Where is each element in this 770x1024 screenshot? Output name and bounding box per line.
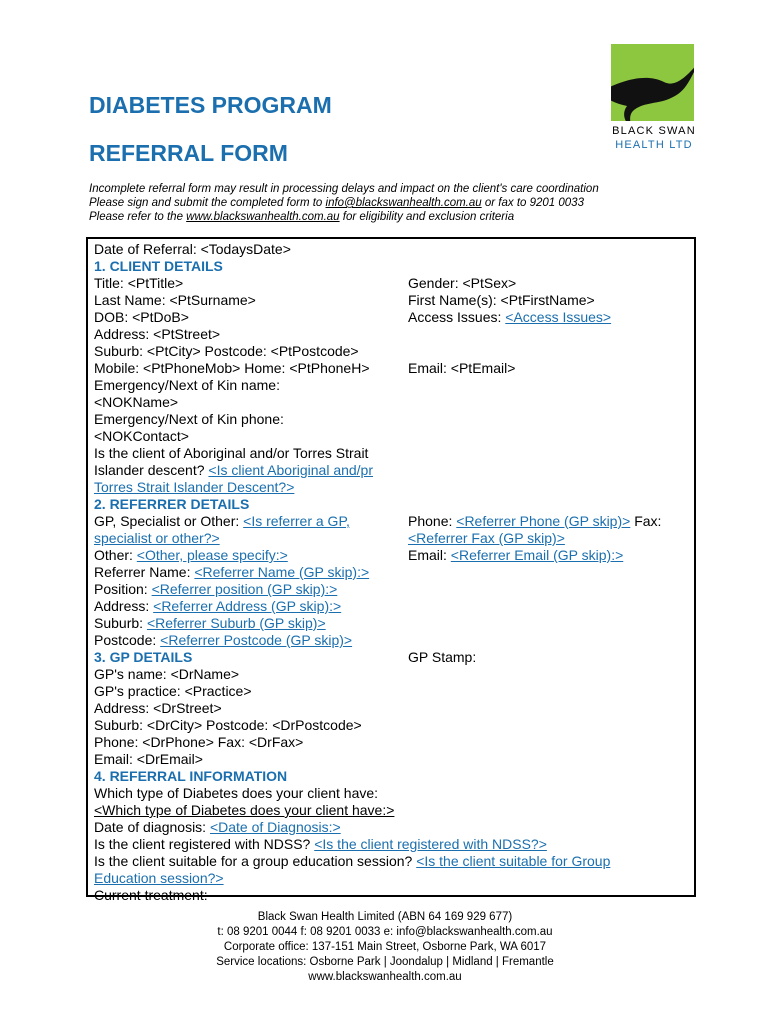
referrer-postcode-row (94, 632, 352, 649)
field-label: Referrer Name: (94, 564, 195, 580)
referrer-type-field[interactable]: <Is referrer a GP, (243, 513, 350, 529)
footer-contact: t: 08 9201 0044 f: 08 9201 0033 e: info@blackswanhealth.com.au (217, 926, 553, 938)
footer-website[interactable]: www.blackswanhealth.com.au (308, 971, 462, 983)
field-label: GP, Specialist or Other: (94, 513, 244, 529)
nok-name-label: Emergency/Next of Kin name: (94, 377, 280, 393)
field-label: Phone: (408, 513, 457, 529)
referrer-phone-field[interactable]: <Referrer Phone (GP skip)> (456, 513, 631, 529)
logo (611, 44, 694, 121)
ndss-field[interactable]: <Is the client registered with NDSS?> (314, 836, 547, 852)
referrer-type-field-cont[interactable]: specialist or other?> (94, 530, 220, 546)
gp-phone-field[interactable]: Phone: <DrPhone> Fax: <DrFax> (94, 734, 304, 750)
field-label: Fax: (630, 513, 662, 529)
client-last-name-field[interactable]: Last Name: <PtSurname> (94, 292, 256, 308)
nok-phone-field[interactable]: <NOKContact> (94, 428, 189, 444)
field-label: Suburb: (94, 615, 147, 631)
date-of-referral[interactable]: Date of Referral: <TodaysDate> (94, 241, 291, 257)
nok-name-field[interactable]: <NOKName> (94, 394, 179, 410)
client-access-issues (408, 309, 611, 326)
diabetes-type-question: Which type of Diabetes does your client have: (94, 785, 379, 801)
black-swan-icon (611, 52, 694, 121)
group-session-row (94, 853, 610, 870)
referrer-name-field[interactable]: <Referrer Name (GP skip):> (194, 564, 370, 580)
aboriginal-field[interactable]: <Is client Aboriginal and/pr (208, 462, 374, 478)
logo-line2: HEALTH LTD (615, 139, 693, 151)
page-subtitle: REFERRAL FORM (89, 140, 288, 166)
referrer-other-row (94, 547, 288, 564)
intro-text (89, 182, 599, 224)
section-client-details: 1. CLIENT DETAILS (94, 258, 223, 274)
referrer-suburb-field[interactable]: <Referrer Suburb (GP skip)> (146, 615, 326, 631)
referrer-fax-field[interactable]: <Referrer Fax (GP skip)> (408, 530, 565, 546)
client-title-field[interactable]: Title: <PtTitle> (94, 275, 184, 291)
gp-suburb-field[interactable]: Suburb: <DrCity> Postcode: <DrPostcode> (94, 717, 362, 733)
field-label: Is the client registered with NDSS? (94, 836, 315, 852)
page-title: DIABETES PROGRAM (89, 92, 332, 118)
logo-text (612, 124, 696, 152)
field-label: Other: (94, 547, 137, 563)
aboriginal-question: Is the client of Aboriginal and/or Torres Strait (94, 445, 369, 461)
ndss-row (94, 836, 547, 853)
diagnosis-date-field[interactable]: <Date of Diagnosis:> (209, 819, 341, 835)
group-session-field-cont[interactable]: Education session?> (94, 870, 224, 886)
logo-line1: BLACK SWAN (612, 125, 696, 137)
client-dob-field[interactable]: DOB: <PtDoB> (94, 309, 189, 325)
group-session-field[interactable]: <Is the client suitable for Group (416, 853, 611, 869)
referrer-suburb-row (94, 615, 326, 632)
section-gp-details: 3. GP DETAILS (94, 649, 193, 665)
diagnosis-date-row (94, 819, 341, 836)
intro-text-segment: for eligibility and exclusion criteria (339, 211, 515, 223)
intro-text-segment: Please refer to the (89, 211, 187, 223)
field-label: Islander descent? (94, 462, 209, 478)
referrer-position-row (94, 581, 337, 598)
intro-line2 (89, 196, 599, 210)
field-label: Address: (94, 598, 154, 614)
gp-address-field[interactable]: Address: <DrStreet> (94, 700, 222, 716)
website-link[interactable]: www.blackswanhealth.com.au (186, 211, 340, 223)
field-label: Date of diagnosis: (94, 819, 210, 835)
referrer-address-row (94, 598, 341, 615)
intro-text-segment: Please sign and submit the completed form to (89, 197, 326, 209)
current-treatment-label: Current treatment: (94, 887, 208, 903)
footer-company: Black Swan Health Limited (ABN 64 169 929 677) (257, 911, 513, 923)
footer-locations: Service locations: Osborne Park | Joondalup | Midland | Fremantle (216, 956, 554, 968)
field-label: Postcode: (94, 632, 161, 648)
field-label: Email: (408, 547, 451, 563)
access-issues-field[interactable]: <Access Issues> (505, 309, 612, 325)
client-phone-field[interactable]: Mobile: <PtPhoneMob> Home: <PtPhoneH> (94, 360, 370, 376)
referrer-email-row (408, 547, 623, 564)
section-referrer-details: 2. REFERRER DETAILS (94, 496, 250, 512)
client-gender-field[interactable]: Gender: <PtSex> (408, 275, 517, 291)
client-address-field[interactable]: Address: <PtStreet> (94, 326, 221, 342)
referral-form (86, 237, 696, 903)
gp-name-field[interactable]: GP's name: <DrName> (94, 666, 240, 682)
gp-email-field[interactable]: Email: <DrEmail> (94, 751, 203, 767)
gp-practice-field[interactable]: GP's practice: <Practice> (94, 683, 252, 699)
referrer-type-row (94, 513, 350, 530)
field-label: Is the client suitable for a group education session? (94, 853, 417, 869)
footer-office: Corporate office: 137-151 Main Street, Osborne Park, WA 6017 (223, 941, 547, 953)
referrer-name-row (94, 564, 369, 581)
referrer-phone-row (408, 513, 661, 530)
diabetes-type-field[interactable]: <Which type of Diabetes does your client have:> (94, 802, 395, 818)
referrer-address-field[interactable]: <Referrer Address (GP skip):> (153, 598, 342, 614)
field-label: Access Issues: (408, 309, 506, 325)
client-email-field[interactable]: Email: <PtEmail> (408, 360, 516, 376)
section-referral-information: 4. REFERRAL INFORMATION (94, 768, 288, 784)
aboriginal-row (94, 462, 373, 479)
referrer-other-field[interactable]: <Other, please specify:> (136, 547, 288, 563)
intro-text-segment: or fax to 9201 0033 (481, 197, 584, 209)
client-first-name-field[interactable]: First Name(s): <PtFirstName> (408, 292, 595, 308)
aboriginal-field-cont[interactable]: Torres Strait Islander Descent?> (94, 479, 295, 495)
intro-line1: Incomplete referral form may result in processing delays and impact on the client's care coordination (89, 183, 599, 195)
client-suburb-field[interactable]: Suburb: <PtCity> Postcode: <PtPostcode> (94, 343, 359, 359)
email-link[interactable]: info@blackswanhealth.com.au (325, 197, 482, 209)
nok-phone-label: Emergency/Next of Kin phone: (94, 411, 284, 427)
referrer-email-field[interactable]: <Referrer Email (GP skip):> (450, 547, 624, 563)
referrer-position-field[interactable]: <Referrer position (GP skip):> (151, 581, 338, 597)
referrer-postcode-field[interactable]: <Referrer Postcode (GP skip)> (160, 632, 353, 648)
gp-stamp-label: GP Stamp: (408, 649, 477, 665)
intro-line3 (89, 210, 599, 224)
footer (0, 910, 770, 985)
field-label: Position: (94, 581, 152, 597)
